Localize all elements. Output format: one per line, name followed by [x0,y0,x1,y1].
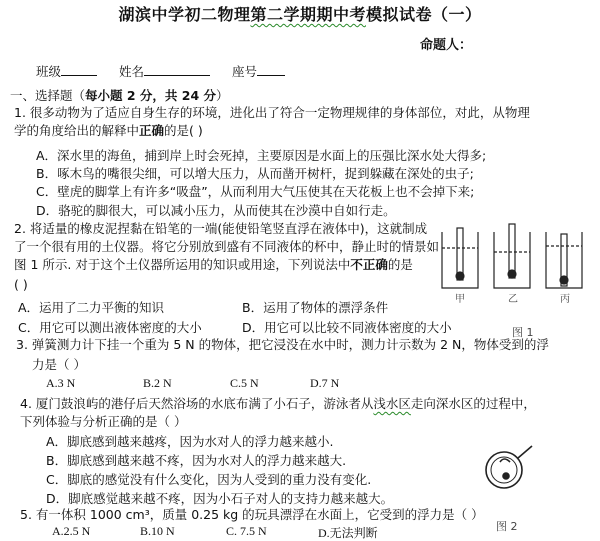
q5-stem: 5. 有一体积 1000 cm³，质量 0.25 kg 的玩具漂浮在水面上，它受到的浮力是（ ） [20,507,484,522]
section-heading-end: ） [216,88,229,103]
q1-stem-line1: 1. 很多动物为了适应自身生存的环境，进化出了符合一定物理规律的身体部位，对此，从物理 [14,105,530,120]
name-label: 姓名 [118,64,144,79]
q1-option-c: C．壁虎的脚掌上有许多“吸盘”，从而利用大气压使其在天花板上也不会掉下来; [36,184,475,199]
q2-option-d: D．用它可以比较不同液体密度的大小 [242,320,452,335]
figure-1-label-b: 乙 [508,294,518,305]
q3-option-b: B.2 N [143,376,172,390]
seat-blank [257,63,285,76]
q3-option-a: A.3 N [46,376,76,390]
q4-option-a: A．脚底感到越来越疼，因为水对人的浮力越来越小. [46,434,334,449]
q2-stem-end: 的是 [387,257,413,272]
section-note: 每小题 2 分，共 24 分 [85,88,217,103]
title-part-3: 模拟试卷（一） [366,5,482,24]
q5-option-b: B.10 N [140,524,175,538]
q1-option-a: A．深水里的海鱼，捕到岸上时会死掉，主要原因是水面上的压强比深水处大得多; [36,148,487,163]
figure-1-label-c: 丙 [560,294,570,305]
q1-option-d: D．骆驼的脚很大，可以减小压力，从而使其在沙漠中自如行走。 [36,203,396,218]
q2-answer-paren: ( ) [14,277,28,292]
q4-option-d: D．脚底感觉越来越不疼，因为小石子对人的支持力越来越大。 [46,491,394,506]
student-info-row [36,62,285,80]
q1-emphasis: 正确 [139,123,165,138]
figure-1-caption: 图 1 [512,326,534,339]
q1-stem-end: 的是( ) [164,123,203,138]
class-label: 班级 [36,64,62,79]
page-title [0,2,600,25]
q2-option-b: B．运用了物体的漂浮条件 [242,300,389,315]
q3-option-d: D.7 N [310,376,340,390]
seat-label: 座号 [231,64,257,79]
q3-stem-line1: 3. 弹簧测力计下挂一个重为 5 N 的物体，把它浸没在水中时，测力计示数为 2 N，物体受到的浮 [16,337,549,352]
figure-1-label-a: 甲 [455,294,465,305]
q1-stem-text: 学的角度给出的解释中 [14,123,140,138]
q2-stem-line1: 2. 将适量的橡皮泥捏黏在铅笔的一端(能使铅笔竖直浮在液体中)，这就制成 [14,221,428,236]
q5-option-d: D.无法判断 [318,526,378,540]
title-part-2: 第二学期期中考 [250,5,366,24]
q4-stem-line2: 下列体验与分析正确的是（ ） [20,414,187,429]
title-part-1: 湖滨中学初二物理 [118,5,251,24]
q2-stem-line3 [14,256,413,274]
q3-option-c: C.5 N [230,376,259,390]
figure-2-ring-diagram [480,444,540,500]
q5-option-c: C. 7.5 N [226,524,267,538]
name-blank [144,63,210,76]
q2-option-a: A．运用了二力平衡的知识 [18,300,165,315]
q4-option-b: B．脚底感到越来越不疼，因为水对人的浮力越来越大. [46,453,347,468]
q5-option-a: A.2.5 N [52,524,91,538]
q4-underlined: 浅水区 [373,396,411,411]
figure-2-caption: 图 2 [496,520,518,533]
q4-option-c: C．脚底的感觉没有什么变化，因为人受到的重力没有变化. [46,472,372,487]
q1-stem-line2 [14,122,203,140]
q4-stem-end: 走向深水区的过程中， [410,396,536,411]
q3-stem-line2: 力是（ ） [32,357,86,372]
author-label: 命题人： [420,38,473,53]
q1-option-b: B．啄木鸟的嘴很尖细，可以增大压力，从而凿开树杆，捉到躲藏在深处的虫子; [36,166,474,181]
q4-stem-text: 4. 厦门鼓浪屿的港仔后天然浴场的水底布满了小石子，游泳者从 [20,396,374,411]
q2-emphasis: 不正确 [350,257,388,272]
section-heading [10,86,229,104]
q4-stem-line1 [20,395,536,413]
q2-stem-line2: 了一个很有用的土仪器。将它分别放到盛有不同液体的杯中，静止时的情景如 [14,239,440,254]
q2-stem-text: 图 1 所示. 对于这个土仪器所运用的知识或用途，下列说法中 [14,257,351,272]
class-blank [61,63,97,76]
section-heading-text: 一、选择题（ [10,88,86,103]
q2-option-c: C．用它可以测出液体密度的大小 [18,320,202,335]
